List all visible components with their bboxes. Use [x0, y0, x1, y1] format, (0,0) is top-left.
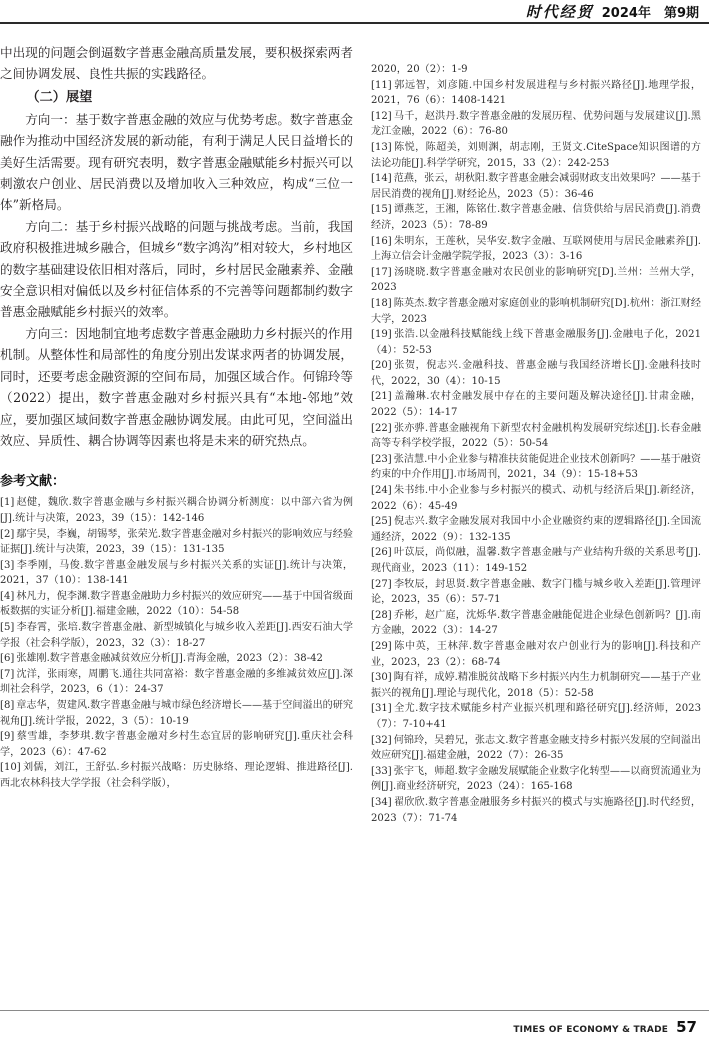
reference-text: 何锦玲，吴碧兄，张志文.数字普惠金融支持乡村振兴发展的空间溢出效应研究[J].福建金融，2022（7）：26-35 [371, 734, 701, 762]
reference-text: 张亦骅.普惠金融视角下新型农村金融机构发展研究综述[J].长春金融高等专科学校学报，2022（5）：50-54 [371, 422, 701, 450]
reference-text: 倪志兴.数字金融发展对我国中小企业融资约束的逻辑路径[J].全国流通经济，2022（9）：132-135 [371, 516, 701, 543]
reference-item [0, 667, 353, 698]
reference-item [371, 670, 701, 701]
reference-text: 李季刚，马俊.数字普惠金融发展与乡村振兴关系的实证[J].统计与决策，2021，37（10）：138-141 [0, 559, 353, 587]
reference-number: [4] [0, 590, 15, 602]
reference-item [0, 729, 353, 760]
reference-number: [14] [371, 173, 392, 185]
reference-text: 朱书纬.中小企业参与乡村振兴的模式、动机与经济后果[J].新经济，2022（6）：45-49 [371, 485, 701, 512]
reference-text: 林凡力，倪李渊.数字普惠金融助力乡村振兴的效应研究——基于中国省级面板数据的实证分析[J].福建金融，2022（10）：54-58 [0, 590, 353, 618]
reference-text: 蔡雪雄，李梦琪.数字普惠金融对乡村生态宜居的影响研究[J].重庆社会科学，2023（6）：47-62 [0, 731, 353, 758]
reference-text: 沈洋，张雨寒，周鹏飞.通往共同富裕：数字普惠金融的多维减贫效应[J].深圳社会科学，2023，6（1）：24-37 [0, 668, 353, 696]
reference-item [371, 701, 701, 732]
reference-number: [10] [0, 762, 21, 774]
reference-text: 张浩.以金融科技赋能线上线下普惠金融服务[J].金融电子化，2021（4）：52-53 [371, 329, 701, 356]
reference-text: 乔彬，赵广庭，沈烁华.数字普惠金融能促进企业绿色创新吗？[J].南方金融，2022（3）：14-27 [371, 609, 701, 637]
reference-text: 马千，赵洪丹.数字普惠金融的发展历程、优势问题与发展建议[J].黑龙江金融，2022（6）：76-80 [371, 110, 701, 138]
reference-number: [23] [371, 453, 392, 465]
reference-number: [22] [371, 422, 392, 434]
reference-text: 张洁慧.中小企业参与精准扶贫能促进企业技术创新吗？——基于融资约束的中介作用[J].市场周刊，2021，34（9）：15-18+53 [371, 453, 701, 481]
page-header [526, 0, 699, 22]
reference-number: [34] [371, 796, 392, 808]
reference-text: 陶有祥，成婷.精准脱贫战略下乡村振兴内生力机制研究——基于产业振兴的视角[J].理论与现代化，2018（5）：52-58 [371, 672, 701, 699]
reference-number: [24] [371, 485, 392, 497]
reference-item [0, 651, 353, 667]
right-column [371, 62, 701, 1002]
reference-number: [18] [371, 297, 392, 309]
reference-number: [25] [371, 516, 392, 528]
body-paragraph: 方向二：基于乡村振兴战略的问题与挑战考虑。当前，我国政府积极推进城乡融合，但城乡“数字鸿沟”相对较大，乡村地区的数字基础建设依旧相对落后，同时，乡村居民金融素养、金融安全意识相对偏低以及乡村征信体系的不完善等问题都制约数字普惠金融赋能乡村振兴的效率。 [0, 218, 353, 320]
issue-label: 2024年 第9期 [601, 5, 699, 21]
footer-divider [0, 1010, 709, 1011]
reference-number: [5] [0, 622, 15, 634]
reference-item [371, 733, 701, 764]
reference-text: 谭燕芝，王湘，陈铭仕.数字普惠金融、信贷供给与居民消费[J].消费经济，2023（5）：78-89 [371, 204, 701, 231]
page-footer [513, 1018, 697, 1036]
reference-item [0, 698, 353, 729]
reference-item [371, 109, 701, 140]
reference-text: 翟欣欣.数字普惠金融服务乡村振兴的模式与实施路径[J].时代经贸，2023（7）：71-74 [371, 796, 701, 824]
reference-item [371, 171, 701, 202]
journal-english-name: TIMES OF ECONOMY & TRADE [513, 1025, 669, 1035]
reference-item [0, 589, 353, 620]
reference-item [371, 202, 701, 233]
reference-number: [21] [371, 391, 392, 403]
reference-text: 赵健，魏欣.数字普惠金融与乡村振兴耦合协调分析测度：以中部六省为例[J].统计与决策，2023，39（15）：142-146 [0, 497, 353, 524]
reference-number: [20] [371, 360, 392, 372]
reference-number: [30] [371, 672, 392, 684]
body-paragraph: 方向三：因地制宜地考虑数字普惠金融助力乡村振兴的作用机制。从整体性和局部性的角度分别出发谋求两者的协调发展，同时，还要考虑金融资源的空间布局，加强区域合作。何锦玲等（2022）提出，数字普惠金融对乡村振兴具有“本地-邻地”效应，要加强区域间数字普惠金融协调发展。由此可见，空间溢出效应、异质性、耦合协调等因素也将是未来的研究热点。 [0, 325, 353, 448]
reference-text: 李春霄，张培.数字普惠金融、新型城镇化与城乡收入差距[J].西安石油大学学报（社会科学版），2023，32（3）：18-27 [0, 622, 353, 649]
reference-text: 章志华，贺建风.数字普惠金融与城市绿色经济增长——基于空间溢出的研究视角[J].统计学报，2022，3（5）：10-19 [0, 700, 353, 727]
reference-number: [33] [371, 765, 392, 777]
reference-item [371, 577, 701, 608]
reference-item [371, 452, 701, 483]
reference-number: [15] [371, 204, 392, 216]
reference-item [371, 421, 701, 452]
reference-text: 汤晓晓.数字普惠金融对农民创业的影响研究[D].兰州：兰州大学，2023 [371, 266, 701, 294]
reference-number: [17] [371, 266, 392, 278]
section-heading: （二）展望 [26, 89, 93, 105]
reference-number: [16] [371, 235, 392, 247]
reference-text: 张宇飞，师超.数字金融发展赋能企业数字化转型——以商贸流通业为例[J].商业经济研究，2023（24）：165-168 [371, 765, 701, 793]
reference-text: 全尤.数字技术赋能乡村产业振兴机理和路径研究[J].经济师，2023（7）：7-10+41 [371, 703, 701, 730]
body-paragraph: 方向一：基于数字普惠金融的效应与优势考虑。数字普惠金融作为推动中国经济发展的新动能，有利于满足人民日益增长的美好生活需要。现有研究表明，数字普惠金融赋能乡村振兴可以刺激农户创业、居民消费以及增加收入三种效应，构成“三位一体”新格局。 [0, 111, 353, 213]
reference-item [0, 527, 353, 558]
reference-item [371, 78, 701, 109]
reference-item [371, 483, 701, 514]
reference-number: [2] [0, 528, 15, 540]
reference-item [371, 389, 701, 420]
reference-item [371, 514, 701, 545]
left-column [0, 42, 353, 1002]
reference-number: [32] [371, 734, 392, 746]
reference-number: [8] [0, 700, 15, 712]
reference-item [0, 495, 353, 526]
reference-text: 叶苡辰，尚似融，温馨.数字普惠金融与产业结构升级的关系思考[J].现代商业，2023（11）：149-152 [371, 547, 701, 574]
reference-item [371, 265, 701, 296]
references-heading: 参考文献： [0, 474, 66, 490]
reference-item [371, 358, 701, 389]
reference-number: [13] [371, 141, 392, 153]
reference-number: [9] [0, 731, 15, 743]
reference-text: 朱明东，王莲秋，吴华安.数字金融、互联网使用与居民金融素养[J].上海立信会计金融学院学报，2023（3）：3-16 [371, 235, 701, 263]
reference-item [371, 608, 701, 639]
reference-number: [29] [371, 640, 392, 652]
reference-item [371, 764, 701, 795]
reference-number: [26] [371, 547, 392, 559]
reference-item [371, 296, 701, 327]
reference-item [0, 760, 353, 791]
reference-text: 陈英杰.数字普惠金融对家庭创业的影响机制研究[D].杭州：浙江财经大学，2023 [371, 297, 701, 325]
reference-number: [1] [0, 497, 15, 509]
reference-number: [12] [371, 110, 392, 122]
reference-number: [27] [371, 578, 392, 590]
reference-text: 郭远智，刘彦随.中国乡村发展进程与乡村振兴路径[J].地理学报，2021，76（6）：1408-1421 [371, 79, 701, 107]
reference-number: [19] [371, 329, 392, 341]
reference-text: 盖瀚琳.农村金融发展中存在的主要问题及解决途径[J].甘肃金融，2022（5）：14-17 [371, 391, 701, 419]
reference-item [371, 795, 701, 826]
reference-item [371, 545, 701, 576]
reference-number: [6] [0, 653, 15, 665]
reference-item [0, 558, 353, 589]
journal-title: 时代经贸 [525, 2, 594, 21]
reference-number: [11] [371, 79, 392, 91]
reference-number: [31] [371, 703, 392, 715]
reference-text: 鄢宇昊，李巍，胡锡琴，张荣光.数字普惠金融对乡村振兴的影响效应与经验证据[J].统计与决策，2023，39（15）：131-135 [0, 528, 353, 556]
reference-item [371, 639, 701, 670]
reference-continuation: 2020，20（2）：1-9 [371, 64, 468, 75]
page-number: 57 [676, 1018, 697, 1036]
header-divider [0, 22, 709, 24]
reference-number: [28] [371, 609, 392, 621]
reference-item [371, 140, 701, 171]
reference-text: 范燕，张云，胡秋阳.数字普惠金融会减弱财政支出效果吗？——基于居民消费的视角[J].财经论丛，2023（5）：36-46 [371, 173, 701, 200]
reference-text: 陈悦，陈超美，刘则渊，胡志刚，王贤文.CiteSpace知识图谱的方法论功能[J].科学学研究，2015，33（2）：242-253 [371, 141, 701, 169]
reference-text: 李牧辰，封思贤.数字普惠金融、数字门槛与城乡收入差距[J].管理评论，2023，35（6）：57-71 [371, 578, 701, 606]
reference-number: [3] [0, 559, 15, 571]
reference-item [371, 327, 701, 358]
body-paragraph: 中出现的问题会倒逼数字普惠金融高质量发展，要积极探索两者之间协调发展、良性共振的实践路径。 [0, 45, 353, 82]
reference-item [371, 234, 701, 265]
reference-text: 张雄刚.数字普惠金融减贫效应分析[J].青海金融，2023（2）：38-42 [16, 653, 323, 665]
reference-number: [7] [0, 668, 15, 680]
reference-list [0, 495, 353, 791]
reference-text: 陈中英，王林萍.数字普惠金融对农户创业行为的影响[J].科技和产业，2023，23（2）：68-74 [371, 640, 701, 668]
reference-text: 张贺，倪志兴.金融科技、普惠金融与我国经济增长[J].金融科技时代，2022，30（4）：10-15 [371, 360, 701, 387]
reference-item [0, 620, 353, 651]
reference-text: 刘儒，刘江，王舒弘.乡村振兴战略：历史脉络、理论逻辑、推进路径[J].西北农林科技大学学报（社会科学版）， [0, 762, 353, 789]
